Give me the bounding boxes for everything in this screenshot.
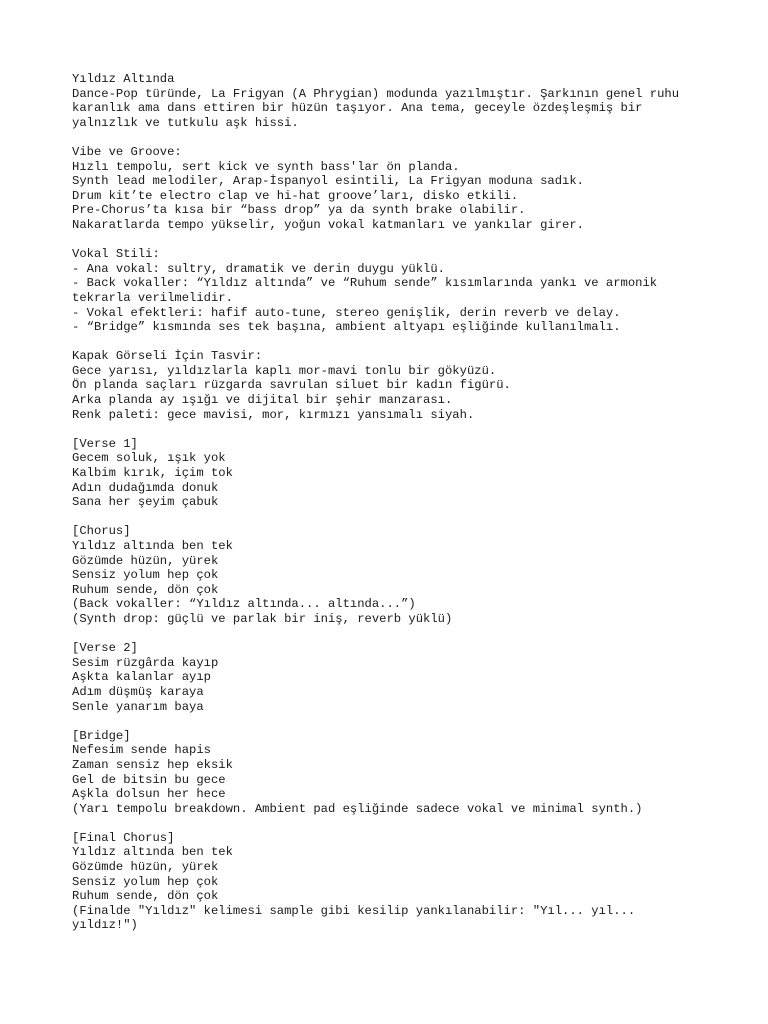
document-line: [Final Chorus] bbox=[72, 830, 175, 845]
document-line: Zaman sensiz hep eksik bbox=[72, 757, 233, 772]
document-line: Yıldız Altında bbox=[72, 72, 175, 86]
document-line bbox=[72, 233, 732, 248]
document-line: Adım düşmüş karaya bbox=[72, 684, 204, 699]
document-line bbox=[72, 816, 732, 831]
document-line: Yıldız altında ben tek bbox=[72, 845, 233, 860]
document-line: yıldız!") bbox=[72, 918, 138, 933]
document-line bbox=[72, 335, 732, 350]
document-line: karanlık ama dans ettiren bir hüzün taşıyor. Ana tema, geceyle özdeşleşmiş bir bbox=[72, 101, 643, 116]
document-line: Ruhum sende, dön çok bbox=[72, 582, 219, 597]
document-line: Dance-Pop türünde, La Frigyan (A Phrygian) modunda yazılmıştır. Şarkının genel ruhu bbox=[72, 86, 680, 101]
document-line: Arka planda ay ışığı ve dijital bir şehir manzarası. bbox=[72, 393, 453, 408]
document-line: Vokal Stili: bbox=[72, 247, 160, 262]
document-line bbox=[72, 510, 732, 525]
document-line: Aşkta kalanlar ayıp bbox=[72, 670, 211, 685]
document-line: Gel de bitsin bu gece bbox=[72, 772, 226, 787]
document-line: (Back vokaller: “Yıldız altında... altında...”) bbox=[72, 597, 416, 612]
document-line: Senle yanarım baya bbox=[72, 699, 204, 714]
document-line: Gecem soluk, ışık yok bbox=[72, 451, 226, 466]
document-line: yalnızlık ve tutkulu aşk hissi. bbox=[72, 115, 299, 130]
document-line: (Yarı tempolu breakdown. Ambient pad eşliğinde sadece vokal ve minimal synth.) bbox=[72, 801, 643, 816]
document-line: Ruhum sende, dön çok bbox=[72, 889, 219, 904]
document-line: Aşkla dolsun her hece bbox=[72, 787, 226, 802]
document-line: Sensiz yolum hep çok bbox=[72, 874, 219, 889]
document-line: Synth lead melodiler, Arap-İspanyol esintili, La Frigyan moduna sadık. bbox=[72, 174, 584, 189]
document-line bbox=[72, 714, 732, 729]
document-line: - Vokal efektleri: hafif auto-tune, stereo genişlik, derin reverb ve delay. bbox=[72, 305, 621, 320]
document-line: Nakaratlarda tempo yükselir, yoğun vokal katmanları ve yankılar girer. bbox=[72, 217, 584, 232]
document-line: Sensiz yolum hep çok bbox=[72, 568, 219, 583]
document-line: Gözümde hüzün, yürek bbox=[72, 553, 219, 568]
document-line: [Verse 1] bbox=[72, 436, 138, 451]
document-line: [Bridge] bbox=[72, 728, 131, 743]
document-line: [Chorus] bbox=[72, 524, 131, 539]
document-line: (Finalde "Yıldız" kelimesi sample gibi kesilip yankılanabilir: "Yıl... yıl... bbox=[72, 903, 636, 918]
document-line: - Back vokaller: “Yıldız altında” ve “Ruhum sende” kısımlarında yankı ve armonik bbox=[72, 276, 658, 291]
document-line: - Ana vokal: sultry, dramatik ve derin duygu yüklü. bbox=[72, 261, 445, 276]
document-line: [Verse 2] bbox=[72, 641, 138, 656]
document-line: Sesim rüzgârda kayıp bbox=[72, 655, 219, 670]
document-line: Hızlı tempolu, sert kick ve synth bass'lar ön planda. bbox=[72, 159, 460, 174]
document-line: Ön planda saçları rüzgarda savrulan siluet bir kadın figürü. bbox=[72, 378, 511, 393]
document-line: Adın dudağımda donuk bbox=[72, 480, 219, 495]
document-line: Pre-Chorus’ta kısa bir “bass drop” ya da synth brake olabilir. bbox=[72, 203, 526, 218]
document-line: Renk paleti: gece mavisi, mor, kırmızı yansımalı siyah. bbox=[72, 407, 475, 422]
document-line: Drum kit’te electro clap ve hi-hat groove’ları, disko etkili. bbox=[72, 188, 519, 203]
document-line: tekrarla verilmelidir. bbox=[72, 290, 233, 305]
document-line: - “Bridge” kısmında ses tek başına, ambient altyapı eşliğinde kullanılmalı. bbox=[72, 320, 621, 335]
document-line: Kalbim kırık, içim tok bbox=[72, 466, 233, 481]
document-page bbox=[72, 72, 732, 933]
document-line: Kapak Görseli İçin Tasvir: bbox=[72, 349, 263, 364]
document-line: Yıldız altında ben tek bbox=[72, 539, 233, 553]
document-line: Nefesim sende hapis bbox=[72, 743, 211, 758]
document-line: Vibe ve Groove: bbox=[72, 144, 182, 159]
document-line bbox=[72, 130, 732, 145]
document-line bbox=[72, 422, 732, 437]
document-line: Sana her şeyim çabuk bbox=[72, 495, 219, 510]
document-line: Gece yarısı, yıldızlarla kaplı mor-mavi tonlu bir gökyüzü. bbox=[72, 363, 497, 378]
document-line: (Synth drop: güçlü ve parlak bir iniş, reverb yüklü) bbox=[72, 611, 453, 626]
document-line: Gözümde hüzün, yürek bbox=[72, 860, 219, 875]
document-line bbox=[72, 627, 732, 642]
